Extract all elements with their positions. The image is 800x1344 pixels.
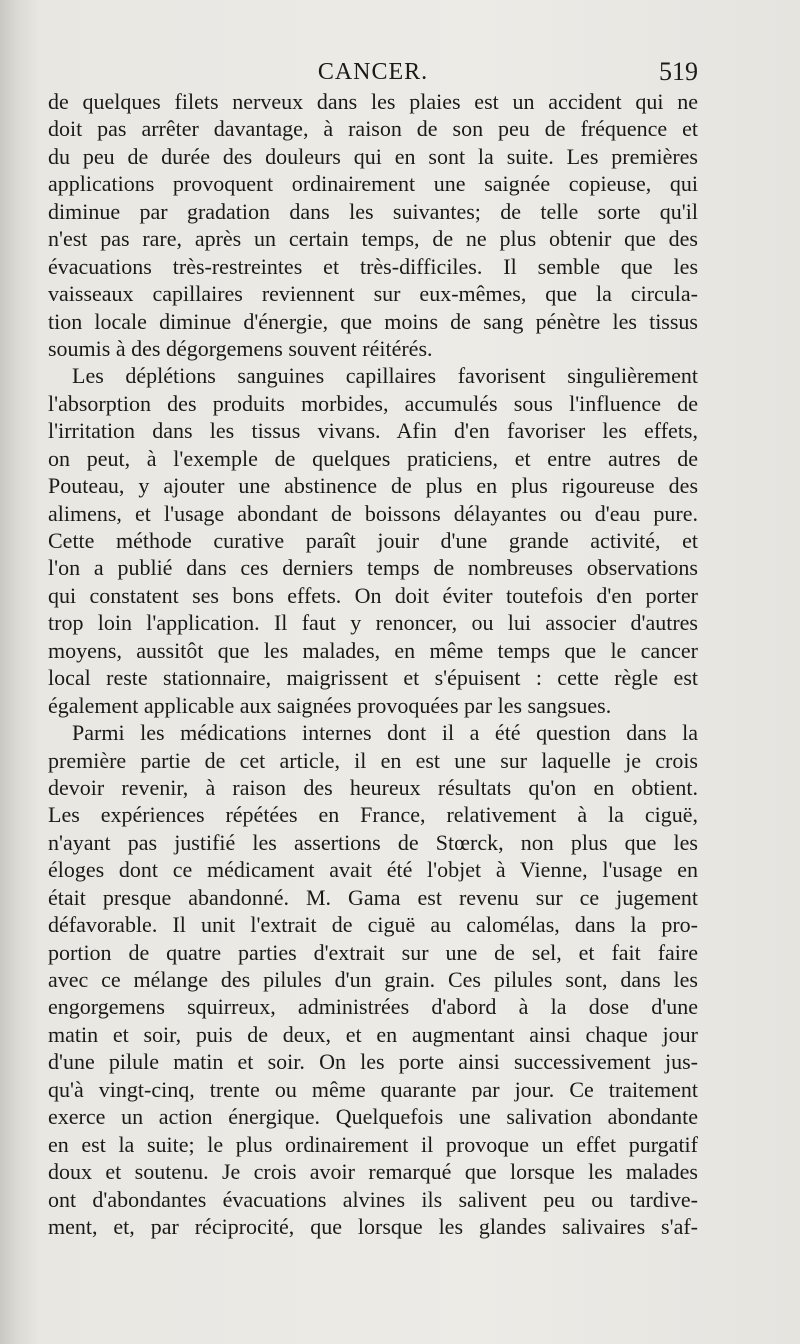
text-line: tion locale diminue d'énergie, que moins de sang pénètre les tissus <box>48 308 698 334</box>
text-line: ment, et, par réciprocité, que lorsque les glandes salivaires s'af- <box>48 1213 698 1239</box>
text-line: avec ce mélange des pilules d'un grain. Ces pilules sont, dans les <box>48 967 698 992</box>
text-line: moyens, aussitôt que les malades, en même temps que le cancer <box>48 637 698 663</box>
text-line: n'est pas rare, après un certain temps, de ne plus obtenir que des <box>48 226 698 252</box>
text-line: d'une pilule matin et soir. On les porte ainsi successivement jus- <box>48 1049 698 1075</box>
text-line: devoir revenir, à raison des heureux résultats qu'on en obtient. <box>48 774 698 800</box>
text-line: exerce un action énergique. Quelquefois une salivation abondante <box>48 1104 698 1130</box>
text-line: alimens, et l'usage abondant de boissons délayantes ou d'eau pure. <box>48 500 698 526</box>
text-line: du peu de durée des douleurs qui en sont la suite. Les premières <box>48 143 698 169</box>
text-line: vaisseaux capillaires reviennent sur eux-mêmes, que la circula- <box>48 281 698 307</box>
text-line: matin et soir, puis de deux, et en augmentant ainsi chaque jour <box>48 1021 698 1047</box>
text-line: engorgemens squirreux, administrées d'abord à la dose d'une <box>48 994 698 1020</box>
page-header <box>48 55 698 89</box>
text-line: qu'à vingt-cinq, trente ou même quarante par jour. Ce traitement <box>48 1076 698 1102</box>
text-line: également applicable aux saignées provoquées par les sangsues. <box>48 692 612 718</box>
text-line: éloges dont ce médicament avait été l'objet à Vienne, l'usage en <box>48 857 698 883</box>
body-text <box>48 88 698 1240</box>
text-line: applications provoquent ordinairement une saignée copieuse, qui <box>48 171 698 197</box>
text-line: trop loin l'application. Il faut y renoncer, ou lui associer d'autres <box>48 610 698 636</box>
text-line: première partie de cet article, il en est une sur laquelle je crois <box>48 747 698 773</box>
text-line: de quelques filets nerveux dans les plaies est un accident qui ne <box>48 89 698 114</box>
text-line: Les déplétions sanguines capillaires favorisent singulièrement <box>72 363 698 389</box>
text-line: l'irritation dans les tissus vivans. Afin d'en favoriser les effets, <box>48 418 698 444</box>
text-line: on peut, à l'exemple de quelques praticiens, et entre autres de <box>48 445 698 471</box>
text-line: doux et soutenu. Je crois avoir remarqué que lorsque les malades <box>48 1159 698 1185</box>
text-line: évacuations très-restreintes et très-difficiles. Il semble que les <box>48 253 698 279</box>
text-line: l'absorption des produits morbides, accumulés sous l'influence de <box>48 390 698 416</box>
text-line: défavorable. Il unit l'extrait de ciguë au calomélas, dans la pro- <box>48 912 698 938</box>
text-line: diminue par gradation dans les suivantes; de telle sorte qu'il <box>48 198 698 224</box>
text-line: ont d'abondantes évacuations alvines ils salivent peu ou tardive- <box>48 1186 698 1212</box>
text-line: n'ayant pas justifié les assertions de Stœrck, non plus que les <box>48 829 698 855</box>
text-line: l'on a publié dans ces derniers temps de nombreuses observations <box>48 555 698 581</box>
text-line: Pouteau, y ajouter une abstinence de plus en plus rigoureuse des <box>48 473 698 499</box>
text-line: était presque abandonné. M. Gama est revenu sur ce jugement <box>48 884 698 910</box>
text-line: Parmi les médications internes dont il a été question dans la <box>72 720 698 746</box>
text-line: qui constatent ses bons effets. On doit éviter toutefois d'en porter <box>48 582 698 608</box>
text-line: doit pas arrêter davantage, à raison de son peu de fréquence et <box>48 116 698 142</box>
text-line: Les expériences répétées en France, relativement à la ciguë, <box>48 802 698 828</box>
text-line: portion de quatre parties d'extrait sur une de sel, et fait faire <box>48 939 698 965</box>
text-line: Cette méthode curative paraît jouir d'une grande activité, et <box>48 528 698 553</box>
text-line: local reste stationnaire, maigrissent et s'épuisent : cette règle est <box>48 665 698 691</box>
text-line: en est la suite; le plus ordinairement il provoque un effet purgatif <box>48 1131 698 1157</box>
page-number: 519 <box>659 57 698 86</box>
running-title: CANCER. <box>317 59 429 85</box>
text-line: soumis à des dégorgemens souvent réitérés. <box>48 335 433 361</box>
